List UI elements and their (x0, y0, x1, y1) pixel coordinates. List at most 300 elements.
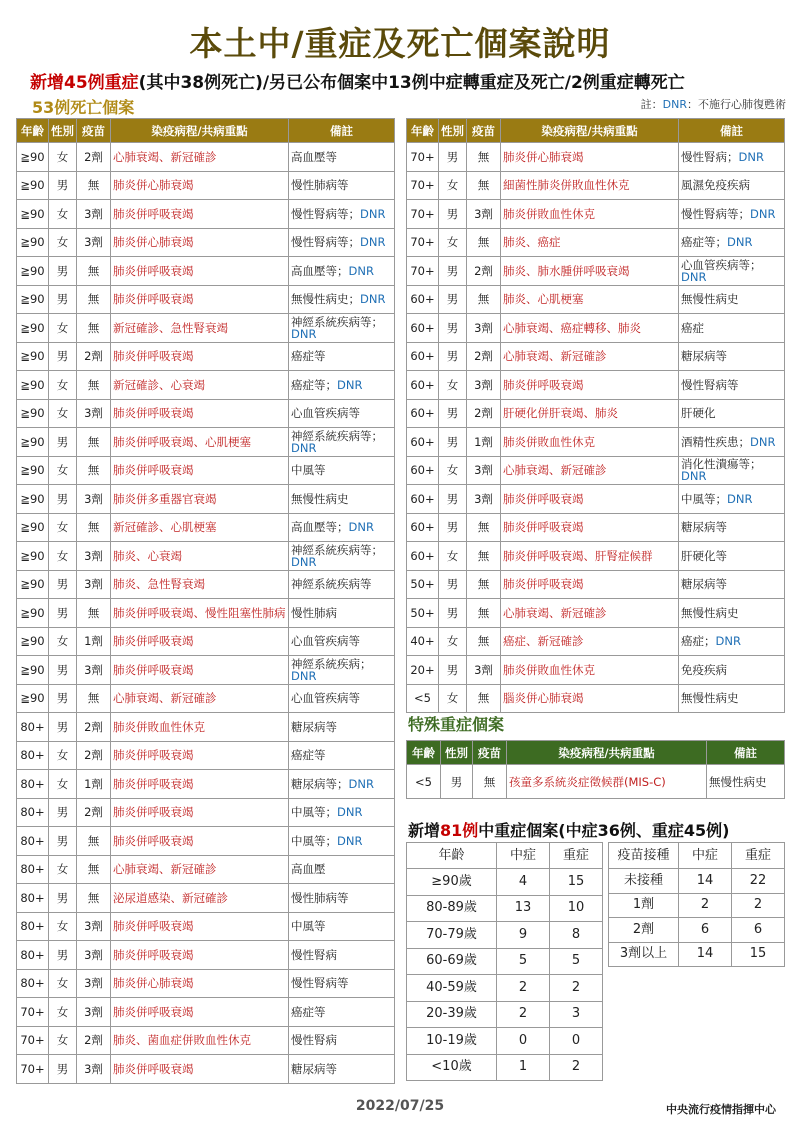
course-cell: 肺炎併呼吸衰竭 (111, 399, 289, 428)
vaccine-cell: 無 (77, 171, 111, 200)
table-row (17, 285, 395, 314)
table-row (17, 627, 395, 656)
sex-cell: 女 (49, 770, 77, 799)
age-cell: ≧90 (17, 228, 49, 257)
stat-cell: 6 (679, 918, 732, 943)
table-row (17, 428, 395, 457)
remark-cell: 癌症等 (289, 342, 395, 371)
stat-row (609, 869, 785, 894)
remark-cell: 肝硬化 (679, 399, 785, 428)
dnr-tag: DNR (337, 805, 363, 820)
age-cell: 60+ (407, 428, 439, 457)
header-age: 年齡 (17, 119, 49, 143)
remark-cell: 高血壓等；DNR (289, 513, 395, 542)
remark-cell: 慢性腎病等；DNR (289, 228, 395, 257)
sex-cell: 女 (49, 314, 77, 343)
course-cell: 肺炎併呼吸衰竭 (111, 257, 289, 286)
remark-cell: 無慢性病史 (289, 485, 395, 514)
vaccine-cell: 2劑 (77, 741, 111, 770)
remark-cell: 癌症等 (289, 998, 395, 1027)
report-date: 2022/07/25 (355, 1098, 445, 1114)
age-cell: 50+ (407, 599, 439, 628)
age-cell: ≧90 (17, 656, 49, 685)
sex-cell: 男 (49, 941, 77, 970)
vaccine-cell: 無 (467, 285, 501, 314)
stat-cell: 15 (732, 942, 785, 967)
course-cell: 肺炎併呼吸衰竭 (501, 513, 679, 542)
vaccine-cell: 2劑 (467, 257, 501, 286)
stat-row (407, 1028, 603, 1055)
dnr-tag: DNR (291, 668, 317, 683)
remark-cell: 癌症等 (289, 741, 395, 770)
age-cell: 70+ (17, 1026, 49, 1055)
course-cell: 心肺衰竭、新冠確診 (501, 456, 679, 485)
age-cell: 80+ (17, 741, 49, 770)
course-cell: 肺炎併敗血性休克 (111, 713, 289, 742)
remark-cell: 無慢性病史 (679, 684, 785, 713)
course-cell: 孩童多系統炎症徵候群(MIS-C) (507, 765, 707, 799)
vaccine-cell: 1劑 (77, 770, 111, 799)
age-cell: ≧90 (17, 285, 49, 314)
table-row (17, 827, 395, 856)
course-cell: 肺炎併呼吸衰竭 (111, 827, 289, 856)
stat-cell: 13 (497, 895, 550, 922)
age-cell: 80+ (17, 798, 49, 827)
sex-cell: 男 (439, 513, 467, 542)
table-row (407, 656, 785, 685)
age-cell: 80+ (17, 884, 49, 913)
sex-cell: 男 (439, 257, 467, 286)
course-cell: 細菌性肺炎併敗血性休克 (501, 171, 679, 200)
remark-cell: 中風等；DNR (679, 485, 785, 514)
dnr-tag: DNR (681, 469, 707, 484)
table-row (407, 456, 785, 485)
table-row (17, 741, 395, 770)
sex-cell: 男 (439, 314, 467, 343)
subtitle: 新增45例重症(其中38例死亡)/另已公布個案中13例中症轉重症及死亡/2例重症轉死亡 (30, 73, 685, 93)
remark-cell: 中風等；DNR (289, 827, 395, 856)
remark-cell: 無慢性病史；DNR (289, 285, 395, 314)
vaccine-cell: 3劑 (467, 371, 501, 400)
remark-cell: 慢性腎病 (289, 941, 395, 970)
age-cell: 60+ (407, 542, 439, 571)
dnr-tag: DNR (750, 434, 776, 449)
stat-cell: 2 (550, 1054, 603, 1081)
stat-row (407, 1001, 603, 1028)
table-row (407, 513, 785, 542)
remark-cell: 神經系統疾病等；DNR (289, 428, 395, 457)
vaccine-cell: 3劑 (467, 656, 501, 685)
sex-cell: 女 (49, 741, 77, 770)
table-row (17, 171, 395, 200)
stat-cell: 0 (550, 1028, 603, 1055)
stat-header: 重症 (732, 843, 785, 869)
stat-cell: 5 (550, 948, 603, 975)
stat-header: 年齡 (407, 843, 497, 869)
stat-cell: 1劑 (609, 893, 679, 918)
course-cell: 肺炎併心肺衰竭 (111, 969, 289, 998)
course-cell: 肺炎併呼吸衰竭 (111, 627, 289, 656)
age-cell: 70+ (407, 171, 439, 200)
special-case-table (406, 740, 785, 799)
sex-cell: 男 (49, 1055, 77, 1084)
dnr-tag: DNR (715, 634, 741, 649)
dnr-tag: DNR (750, 206, 776, 221)
course-cell: 腦炎併心肺衰竭 (501, 684, 679, 713)
vaccine-cell: 無 (467, 513, 501, 542)
age-cell: ≧90 (17, 257, 49, 286)
age-cell: 80+ (17, 713, 49, 742)
course-cell: 肝硬化併肝衰竭、肺炎 (501, 399, 679, 428)
header-remark: 備註 (289, 119, 395, 143)
sex-cell: 男 (49, 570, 77, 599)
vaccine-cell: 3劑 (467, 456, 501, 485)
dnr-tag: DNR (681, 269, 707, 284)
remark-cell: 無慢性病史 (679, 285, 785, 314)
dnr-tag: DNR (348, 520, 374, 535)
vaccine-cell: 3劑 (77, 200, 111, 229)
stat-cell: 10 (550, 895, 603, 922)
header-sex: 性別 (49, 119, 77, 143)
sex-cell: 女 (49, 969, 77, 998)
age-cell: ≧90 (17, 627, 49, 656)
remark-cell: 酒精性疾患；DNR (679, 428, 785, 457)
sex-cell: 女 (49, 143, 77, 172)
sex-cell: 男 (439, 399, 467, 428)
course-cell: 肺炎併心肺衰竭 (111, 171, 289, 200)
table-row (407, 684, 785, 713)
vaccine-cell: 無 (77, 314, 111, 343)
dnr-tag: DNR (291, 326, 317, 341)
sex-cell: 男 (439, 428, 467, 457)
age-cell: ≧90 (17, 513, 49, 542)
table-row (407, 542, 785, 571)
sex-cell: 男 (49, 884, 77, 913)
sex-cell: 男 (49, 713, 77, 742)
course-cell: 肺炎、癌症 (501, 228, 679, 257)
header-remark: 備註 (707, 741, 785, 765)
course-cell: 肺炎併呼吸衰竭、肝腎症候群 (501, 542, 679, 571)
remark-cell: 慢性肺病等 (289, 884, 395, 913)
remark-cell: 糖尿病等 (679, 570, 785, 599)
stat-cell: 70-79歲 (407, 922, 497, 949)
dnr-tag: DNR (727, 235, 753, 250)
stat-row (407, 948, 603, 975)
remark-cell: 中風等；DNR (289, 798, 395, 827)
remark-cell: 糖尿病等 (289, 1055, 395, 1084)
course-cell: 新冠確診、心衰竭 (111, 371, 289, 400)
remark-cell: 高血壓等 (289, 143, 395, 172)
table-row (17, 770, 395, 799)
remark-cell: 無慢性病史 (707, 765, 785, 799)
course-cell: 肺炎併呼吸衰竭 (111, 941, 289, 970)
table-row (407, 428, 785, 457)
age-cell: 60+ (407, 342, 439, 371)
sex-cell: 男 (49, 428, 77, 457)
stat-header: 疫苗接種 (609, 843, 679, 869)
vaccine-cell: 3劑 (77, 656, 111, 685)
header-remark: 備註 (679, 119, 785, 143)
remark-cell: 糖尿病等 (679, 342, 785, 371)
table-row (407, 314, 785, 343)
stat-cell: 4 (497, 869, 550, 896)
sex-cell: 男 (49, 798, 77, 827)
dnr-tag: DNR (360, 235, 386, 250)
stat-row (407, 1054, 603, 1081)
course-cell: 肺炎、急性腎衰竭 (111, 570, 289, 599)
vaccine-cell: 2劑 (77, 342, 111, 371)
vaccine-cell: 無 (467, 570, 501, 599)
remark-cell: 癌症等；DNR (289, 371, 395, 400)
table-row (17, 570, 395, 599)
table-row (17, 314, 395, 343)
remark-cell: 慢性腎病 (289, 1026, 395, 1055)
table-row (17, 855, 395, 884)
sex-cell: 女 (49, 542, 77, 571)
course-cell: 心肺衰竭、新冠確診 (501, 342, 679, 371)
sex-cell: 男 (439, 656, 467, 685)
remark-cell: 慢性肺病 (289, 599, 395, 628)
age-cell: ≧90 (17, 542, 49, 571)
header-age: 年齡 (407, 741, 441, 765)
vaccine-cell: 無 (77, 513, 111, 542)
stat-cell: 8 (550, 922, 603, 949)
stat-row (407, 975, 603, 1002)
vaccine-cell: 2劑 (77, 713, 111, 742)
remark-cell: 慢性腎病等 (679, 371, 785, 400)
age-cell: ≧90 (17, 570, 49, 599)
stat-cell: 2 (550, 975, 603, 1002)
course-cell: 泌尿道感染、新冠確診 (111, 884, 289, 913)
vaccine-cell: 3劑 (77, 969, 111, 998)
age-cell: 80+ (17, 827, 49, 856)
age-cell: 60+ (407, 456, 439, 485)
age-cell: 80+ (17, 770, 49, 799)
table-row (17, 342, 395, 371)
course-cell: 新冠確診、心肌梗塞 (111, 513, 289, 542)
age-cell: 70+ (407, 257, 439, 286)
remark-cell: 免疫疾病 (679, 656, 785, 685)
stat-cell: 未接種 (609, 869, 679, 894)
course-cell: 心肺衰竭、新冠確診 (111, 143, 289, 172)
course-cell: 肺炎併敗血性休克 (501, 656, 679, 685)
course-cell: 肺炎併心肺衰竭 (111, 228, 289, 257)
sex-cell: 女 (439, 456, 467, 485)
header-age: 年齡 (407, 119, 439, 143)
table-row (407, 285, 785, 314)
age-cell: 80+ (17, 941, 49, 970)
remark-cell: 癌症等；DNR (679, 228, 785, 257)
sex-cell: 男 (439, 143, 467, 172)
remark-cell: 中風等 (289, 912, 395, 941)
vaccine-cell: 1劑 (467, 428, 501, 457)
table-row (17, 713, 395, 742)
vaccine-cell: 無 (467, 627, 501, 656)
sex-cell: 男 (49, 342, 77, 371)
stat-cell: 2 (497, 975, 550, 1002)
course-cell: 肺炎併呼吸衰竭 (501, 371, 679, 400)
remark-cell: 風濕免疫疾病 (679, 171, 785, 200)
death-table-right (406, 118, 785, 713)
age-cell: 20+ (407, 656, 439, 685)
course-cell: 癌症、新冠確診 (501, 627, 679, 656)
remark-cell: 神經系統疾病；DNR (289, 656, 395, 685)
course-cell: 肺炎併呼吸衰竭 (501, 570, 679, 599)
stat-cell: 9 (497, 922, 550, 949)
dnr-tag: DNR (348, 263, 374, 278)
sex-cell: 女 (49, 456, 77, 485)
header-course: 染疫病程/共病重點 (501, 119, 679, 143)
course-cell: 肺炎併敗血性休克 (501, 428, 679, 457)
age-cell: ≧90 (17, 200, 49, 229)
table-row (17, 1026, 395, 1055)
table-row (17, 399, 395, 428)
age-cell: ≧90 (17, 342, 49, 371)
age-cell: 70+ (17, 1055, 49, 1084)
sex-cell: 女 (49, 627, 77, 656)
table-row (17, 912, 395, 941)
stat-cell: 14 (679, 869, 732, 894)
remark-cell: 心血管疾病等 (289, 684, 395, 713)
age-cell: ≧90 (17, 171, 49, 200)
header-vaccine: 疫苗 (77, 119, 111, 143)
age-cell: ≧90 (17, 314, 49, 343)
remark-cell: 慢性腎病等；DNR (679, 200, 785, 229)
vaccine-cell: 3劑 (77, 1055, 111, 1084)
remark-cell: 糖尿病等 (289, 713, 395, 742)
sex-cell: 女 (49, 371, 77, 400)
age-cell: <5 (407, 684, 439, 713)
table-row (17, 599, 395, 628)
age-cell: 80+ (17, 855, 49, 884)
course-cell: 肺炎併心肺衰竭 (501, 143, 679, 172)
stat-cell: 3劑以上 (609, 942, 679, 967)
sex-cell: 女 (49, 200, 77, 229)
course-cell: 肺炎併呼吸衰竭 (111, 741, 289, 770)
remark-cell: 糖尿病等；DNR (289, 770, 395, 799)
sex-cell: 男 (49, 285, 77, 314)
table-row (407, 200, 785, 229)
sex-cell: 男 (441, 765, 473, 799)
remark-cell: 癌症；DNR (679, 627, 785, 656)
vaccine-cell: 2劑 (467, 399, 501, 428)
vaccine-cell: 3劑 (77, 399, 111, 428)
vaccine-cell: 2劑 (77, 1026, 111, 1055)
remark-cell: 神經系統疾病等 (289, 570, 395, 599)
sex-cell: 男 (439, 485, 467, 514)
new-cases-title: 新增81例中重症個案(中症36例、重症45例) (408, 821, 730, 840)
sex-cell: 男 (49, 171, 77, 200)
vaccine-cell: 無 (473, 765, 507, 799)
page-title: 本土中/重症及死亡個案說明 (189, 24, 611, 63)
vaccine-cell: 3劑 (77, 228, 111, 257)
age-cell: 70+ (17, 998, 49, 1027)
sex-cell: 女 (49, 1026, 77, 1055)
stat-cell: 2劑 (609, 918, 679, 943)
sex-cell: 男 (439, 342, 467, 371)
course-cell: 肺炎併呼吸衰竭、慢性阻塞性肺病 (111, 599, 289, 628)
sex-cell: 男 (49, 257, 77, 286)
table-row (407, 228, 785, 257)
dnr-tag: DNR (348, 776, 374, 791)
stat-cell: ≥90歲 (407, 869, 497, 896)
vaccine-cell: 無 (77, 285, 111, 314)
vaccine-cell: 無 (467, 599, 501, 628)
table-row (17, 143, 395, 172)
course-cell: 肺炎併呼吸衰竭 (501, 485, 679, 514)
stat-row (407, 922, 603, 949)
remark-cell: 神經系統疾病等；DNR (289, 314, 395, 343)
stat-cell: 2 (732, 893, 785, 918)
course-cell: 心肺衰竭、新冠確診 (111, 855, 289, 884)
remark-cell: 高血壓 (289, 855, 395, 884)
vaccine-stat-table (608, 842, 785, 967)
header-course: 染疫病程/共病重點 (507, 741, 707, 765)
sex-cell: 女 (439, 171, 467, 200)
dnr-tag: DNR (337, 377, 363, 392)
age-cell: 50+ (407, 570, 439, 599)
stat-cell: 15 (550, 869, 603, 896)
table-row (17, 542, 395, 571)
age-cell: ≧90 (17, 371, 49, 400)
course-cell: 肺炎、肺水腫併呼吸衰竭 (501, 257, 679, 286)
sex-cell: 男 (49, 485, 77, 514)
remark-cell: 心血管疾病等 (289, 627, 395, 656)
sex-cell: 女 (439, 542, 467, 571)
special-section-title: 特殊重症個案 (408, 715, 505, 734)
remark-cell: 慢性肺病等 (289, 171, 395, 200)
stat-cell: 6 (732, 918, 785, 943)
sex-cell: 男 (439, 200, 467, 229)
stat-cell: 80-89歲 (407, 895, 497, 922)
table-row (407, 371, 785, 400)
vaccine-cell: 無 (77, 428, 111, 457)
sex-cell: 女 (49, 513, 77, 542)
vaccine-cell: 無 (467, 143, 501, 172)
sex-cell: 男 (49, 656, 77, 685)
table-row (407, 171, 785, 200)
dnr-tag: DNR (337, 833, 363, 848)
age-cell: 60+ (407, 513, 439, 542)
course-cell: 肺炎併敗血性休克 (501, 200, 679, 229)
stat-row (609, 893, 785, 918)
vaccine-cell: 無 (77, 456, 111, 485)
header-sex: 性別 (439, 119, 467, 143)
remark-cell: 高血壓等；DNR (289, 257, 395, 286)
dnr-tag: DNR (360, 206, 386, 221)
sex-cell: 女 (49, 399, 77, 428)
dnr-tag: DNR (291, 554, 317, 569)
course-cell: 肺炎、心肌梗塞 (501, 285, 679, 314)
vaccine-cell: 2劑 (77, 143, 111, 172)
stat-row (609, 918, 785, 943)
age-cell: ≧90 (17, 456, 49, 485)
table-row (407, 627, 785, 656)
vaccine-cell: 3劑 (467, 485, 501, 514)
course-cell: 肺炎併呼吸衰竭 (111, 798, 289, 827)
stat-row (609, 942, 785, 967)
course-cell: 肺炎併呼吸衰竭 (111, 656, 289, 685)
remark-cell: 慢性腎病等 (289, 969, 395, 998)
table-row (17, 656, 395, 685)
remark-cell: 慢性腎病等；DNR (289, 200, 395, 229)
table-row (407, 342, 785, 371)
stat-cell: 2 (679, 893, 732, 918)
header-vaccine: 疫苗 (467, 119, 501, 143)
table-row (17, 684, 395, 713)
age-cell: 70+ (407, 228, 439, 257)
age-cell: 60+ (407, 399, 439, 428)
